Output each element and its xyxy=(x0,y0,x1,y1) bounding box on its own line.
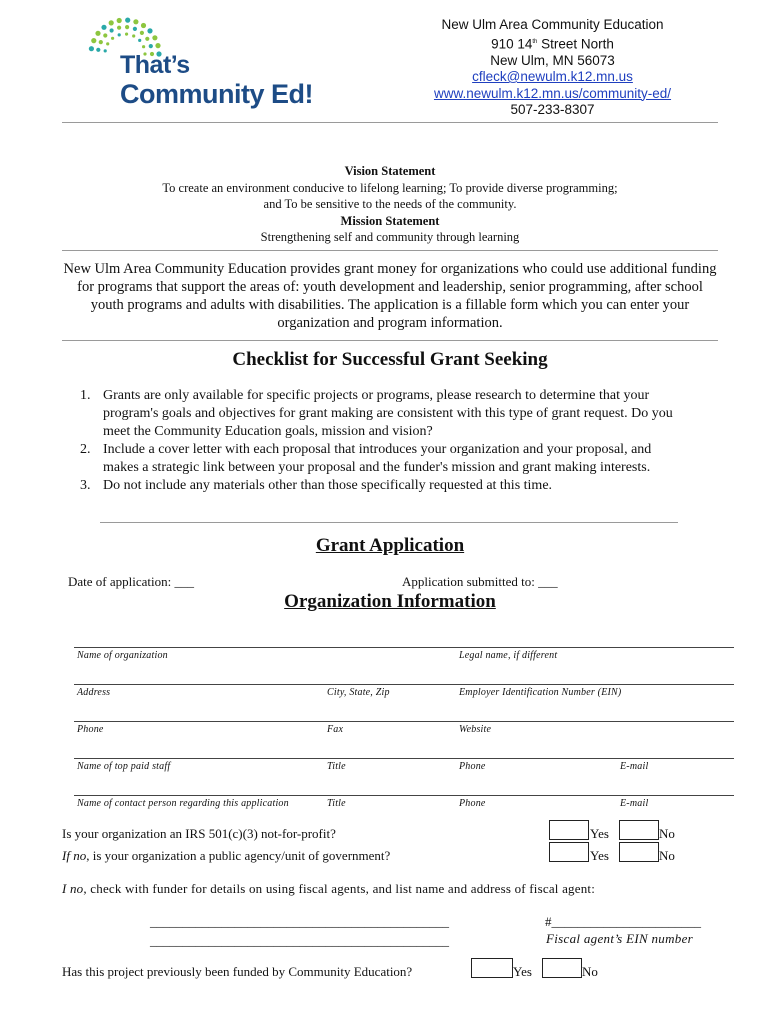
logo-dot xyxy=(111,37,114,40)
logo-dot xyxy=(110,28,114,32)
logo-dot xyxy=(138,39,141,42)
staff-email-field[interactable]: E-mail xyxy=(620,761,649,772)
logo-dot xyxy=(152,35,157,40)
logo-dot xyxy=(149,44,153,48)
submitted-field[interactable]: ___ xyxy=(538,574,558,589)
staff-phone-field[interactable]: Phone xyxy=(459,761,486,772)
contact-street xyxy=(420,34,685,53)
logo-dot xyxy=(106,42,109,45)
logo-dot xyxy=(132,34,135,37)
submitted-label: Application submitted to: xyxy=(402,574,535,589)
q3-yes-label: Yes xyxy=(513,964,532,979)
q1-yes-checkbox[interactable] xyxy=(549,820,589,840)
q1-no-label: No xyxy=(659,826,675,841)
fiscal-agent-line1[interactable]: ______________________________________________ xyxy=(150,914,449,929)
logo-dot xyxy=(147,28,152,33)
fiscal-agent-line2[interactable]: ______________________________________________ xyxy=(150,933,449,948)
mission-title: Mission Statement xyxy=(340,213,440,228)
logo-line2: Community Ed! xyxy=(120,79,313,109)
logo-dot xyxy=(133,27,137,31)
vision-line2: and To be sensitive to the needs of the community. xyxy=(263,197,517,211)
checklist-item xyxy=(80,387,680,441)
logo-dot xyxy=(117,18,122,23)
contact-website-link[interactable]: www.newulm.k12.mn.us/community-ed/ xyxy=(433,85,672,101)
logo-dot xyxy=(118,33,121,36)
grant-application-title: Grant Application xyxy=(315,535,465,556)
q2-no-checkbox[interactable] xyxy=(619,842,659,862)
question-public-agency xyxy=(62,848,390,864)
fiscal-agent-instructions xyxy=(62,881,595,897)
logo-dot xyxy=(104,49,107,52)
contact-title-field[interactable]: Title xyxy=(327,798,346,809)
q1-no-checkbox[interactable] xyxy=(619,820,659,840)
staff-title-field[interactable]: Title xyxy=(327,761,346,772)
q2-yes-label: Yes xyxy=(590,848,609,863)
logo-dot xyxy=(133,19,138,24)
fax-field[interactable]: Fax xyxy=(327,724,344,735)
fiscal-text: , check with funder for details on using fiscal agents, and list name and address of fiscal agent: xyxy=(83,881,596,896)
q2-text: , is your organization a public agency/unit of government? xyxy=(86,848,391,863)
question-501c3: Is your organization an IRS 501(c)(3) not-for-profit? xyxy=(62,826,336,841)
field-line xyxy=(74,647,734,648)
fiscal-ein-label: Fiscal agent’s EIN number xyxy=(546,931,693,946)
logo-dot xyxy=(142,45,145,48)
divider xyxy=(62,122,718,123)
contact-block xyxy=(420,17,685,119)
logo-line1: That’s xyxy=(120,51,190,79)
item-text: Include a cover letter with each proposal that introduces your organization and your proposal, and makes a strategic link between your proposal and the funder's mission and grant making interests. xyxy=(103,442,652,475)
vision-line1: To create an environment conducive to lifelong learning; To provide diverse programming; xyxy=(162,180,618,195)
ein-field[interactable]: Employer Identification Number (EIN) xyxy=(459,687,622,698)
logo-dot xyxy=(91,38,96,43)
logo-dot xyxy=(145,37,149,41)
date-label: Date of application: xyxy=(68,574,172,589)
q2-yes-checkbox[interactable] xyxy=(549,842,589,862)
phone-field[interactable]: Phone xyxy=(77,724,104,735)
contact-email-field[interactable]: E-mail xyxy=(620,798,649,809)
mission-text: Strengthening self and community through learning xyxy=(260,230,520,244)
vision-mission-block xyxy=(100,163,680,246)
logo-dot xyxy=(125,33,128,36)
contact-city: New Ulm, MN 56073 xyxy=(490,52,615,68)
item-text: Grants are only available for specific projects or programs, please research to determine that your program's goals and objectives for grant making are consistent with this type of grant request. Do you meet the Community Education goals, mission and vision? xyxy=(103,388,673,439)
logo xyxy=(80,10,320,110)
checklist-item xyxy=(80,441,680,477)
contact-phone-field[interactable]: Phone xyxy=(459,798,486,809)
field-line xyxy=(74,684,734,685)
field-line xyxy=(74,721,734,722)
logo-dot xyxy=(99,40,103,44)
logo-dot xyxy=(101,25,106,30)
logo-dot xyxy=(89,46,94,51)
item-number: 3. xyxy=(80,478,91,493)
top-staff-field[interactable]: Name of top paid staff xyxy=(77,761,171,772)
website-field[interactable]: Website xyxy=(459,724,492,735)
q2-no-label: No xyxy=(659,848,675,863)
contact-org: New Ulm Area Community Education xyxy=(441,17,664,32)
logo-dot xyxy=(117,26,121,30)
field-line xyxy=(74,758,734,759)
q3-no-label: No xyxy=(582,964,598,979)
organization-information-title: Organization Information xyxy=(284,591,496,612)
logo-dot xyxy=(95,31,100,36)
divider xyxy=(62,340,718,341)
intro-paragraph: New Ulm Area Community Education provides grant money for organizations who could use additional funding for programs that support the areas of: youth development and leadership, senior programming, after school youth programs and adults with disabilities. The application is a fillable form which you can enter your organization and program information. xyxy=(63,261,717,331)
logo-dot xyxy=(140,31,144,35)
question-previously-funded: Has this project previously been funded by Community Education? xyxy=(62,964,413,979)
fiscal-prefix: I no xyxy=(62,881,84,896)
date-of-application xyxy=(68,574,194,590)
org-name-field[interactable]: Name of organization xyxy=(77,650,168,661)
logo-dot xyxy=(155,43,160,48)
vision-title: Vision Statement xyxy=(344,164,436,178)
fiscal-ein-field[interactable]: #_______________________ xyxy=(545,914,701,929)
checklist xyxy=(80,387,680,495)
q3-no-checkbox[interactable] xyxy=(542,958,582,978)
field-line xyxy=(74,795,734,796)
legal-name-field[interactable]: Legal name, if different xyxy=(459,650,558,661)
street-number: 910 14 xyxy=(491,36,533,51)
application-submitted-to xyxy=(402,574,558,590)
logo-dot xyxy=(96,48,100,52)
logo-dot xyxy=(141,23,146,28)
q3-yes-checkbox[interactable] xyxy=(471,958,513,978)
checklist-item xyxy=(80,477,680,495)
divider xyxy=(100,522,678,523)
contact-email-link[interactable]: cfleck@newulm.k12.mn.us xyxy=(472,69,633,84)
divider xyxy=(62,250,718,251)
item-number: 2. xyxy=(80,442,91,457)
q2-prefix: If no xyxy=(62,848,87,863)
q1-yes-label: Yes xyxy=(590,826,609,841)
logo-dot xyxy=(125,25,129,29)
checklist-title: Checklist for Successful Grant Seeking xyxy=(232,349,548,370)
item-number: 1. xyxy=(80,388,91,403)
item-text: Do not include any materials other than those specifically requested at this time. xyxy=(103,478,553,493)
date-field[interactable]: ___ xyxy=(174,574,194,589)
street-suffix: th xyxy=(532,38,538,45)
contact-person-field[interactable]: Name of contact person regarding this application xyxy=(77,798,289,809)
logo-dot xyxy=(109,20,114,25)
logo-dot xyxy=(125,18,130,23)
street-name: Street North xyxy=(537,36,614,51)
address-field[interactable]: Address xyxy=(77,687,111,698)
logo-dot xyxy=(103,33,107,37)
contact-phone: 507-233-8307 xyxy=(510,102,595,117)
city-state-zip-field[interactable]: City, State, Zip xyxy=(327,687,390,698)
